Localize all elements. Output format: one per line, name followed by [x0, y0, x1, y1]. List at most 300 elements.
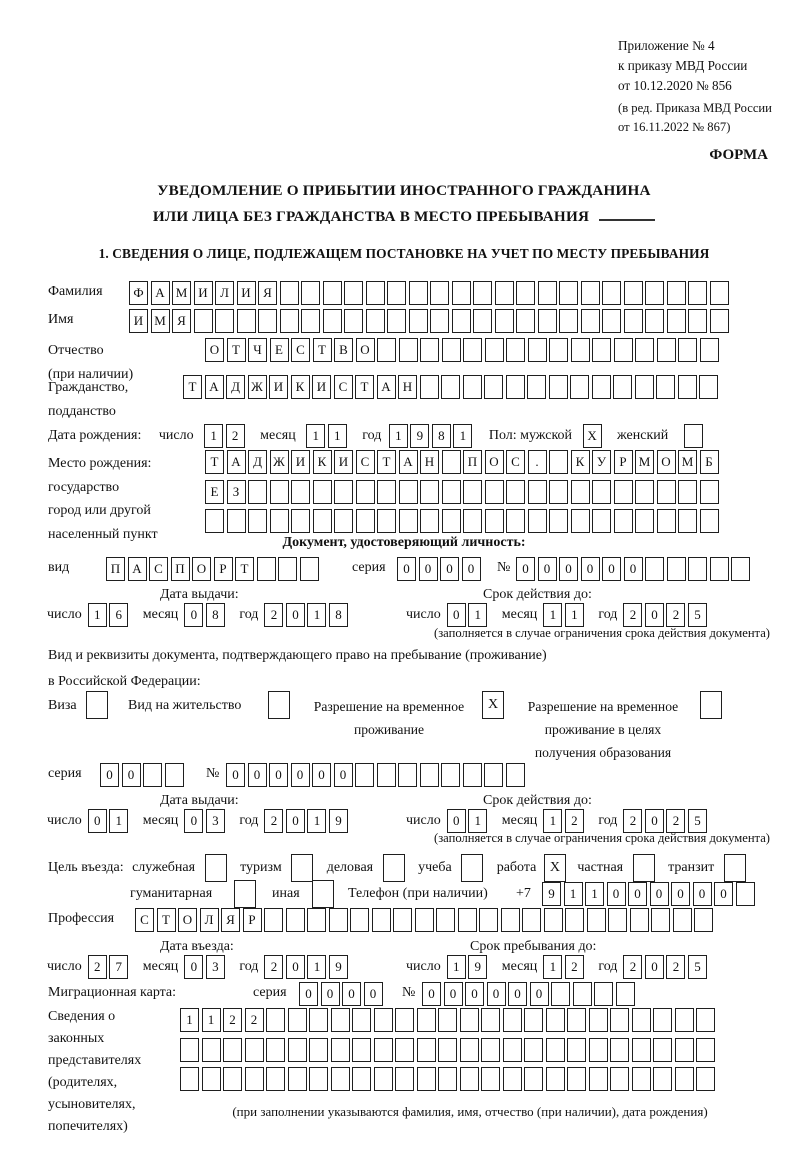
char-cell[interactable]: 1	[307, 603, 326, 627]
char-cell[interactable]: 9	[542, 882, 561, 906]
char-cell[interactable]	[630, 908, 649, 932]
char-cell[interactable]	[633, 854, 655, 882]
char-cell[interactable]	[506, 338, 525, 362]
char-cell[interactable]	[610, 1008, 629, 1032]
char-cell[interactable]	[377, 338, 396, 362]
char-cell[interactable]: П	[106, 557, 125, 581]
char-cell[interactable]	[223, 1038, 242, 1062]
char-cell[interactable]: 2	[245, 1008, 264, 1032]
char-cell[interactable]	[592, 480, 611, 504]
char-cell[interactable]	[581, 309, 600, 333]
birth-place-cells-row1[interactable]	[205, 450, 719, 474]
char-cell[interactable]: 1	[585, 882, 604, 906]
char-cell[interactable]	[589, 1008, 608, 1032]
char-cell[interactable]	[635, 509, 654, 533]
char-cell[interactable]: И	[291, 450, 310, 474]
char-cell[interactable]	[524, 1067, 543, 1091]
char-cell[interactable]	[301, 281, 320, 305]
char-cell[interactable]	[571, 480, 590, 504]
char-cell[interactable]: К	[571, 450, 590, 474]
char-cell[interactable]: 1	[564, 882, 583, 906]
char-cell[interactable]	[460, 1008, 479, 1032]
char-cell[interactable]: .	[528, 450, 547, 474]
char-cell[interactable]	[678, 480, 697, 504]
char-cell[interactable]	[635, 375, 654, 399]
char-cell[interactable]: С	[135, 908, 154, 932]
char-cell[interactable]	[635, 480, 654, 504]
valid-day-cells[interactable]	[447, 809, 488, 833]
char-cell[interactable]: П	[171, 557, 190, 581]
char-cell[interactable]	[645, 557, 664, 581]
char-cell[interactable]: 2	[666, 809, 685, 833]
char-cell[interactable]	[245, 1038, 264, 1062]
char-cell[interactable]: 0	[650, 882, 669, 906]
char-cell[interactable]	[516, 309, 535, 333]
char-cell[interactable]	[143, 763, 162, 787]
char-cell[interactable]: О	[485, 450, 504, 474]
char-cell[interactable]: М	[151, 309, 170, 333]
char-cell[interactable]: Т	[377, 450, 396, 474]
birth-day-cells[interactable]	[204, 424, 245, 448]
char-cell[interactable]	[395, 1008, 414, 1032]
char-cell[interactable]: 0	[312, 763, 331, 787]
phone-cells[interactable]	[542, 882, 755, 906]
char-cell[interactable]	[645, 281, 664, 305]
char-cell[interactable]: С	[149, 557, 168, 581]
char-cell[interactable]	[417, 1067, 436, 1091]
char-cell[interactable]	[645, 309, 664, 333]
char-cell[interactable]	[463, 509, 482, 533]
char-cell[interactable]	[331, 1038, 350, 1062]
char-cell[interactable]: 0	[462, 557, 481, 581]
char-cell[interactable]	[266, 1067, 285, 1091]
char-cell[interactable]	[516, 281, 535, 305]
char-cell[interactable]: 8	[432, 424, 451, 448]
char-cell[interactable]	[323, 281, 342, 305]
sex-male-checkbox[interactable]	[583, 424, 602, 448]
char-cell[interactable]	[688, 281, 707, 305]
char-cell[interactable]: 1	[88, 603, 107, 627]
char-cell[interactable]: К	[313, 450, 332, 474]
stay-day-cells[interactable]	[447, 955, 488, 979]
char-cell[interactable]	[559, 309, 578, 333]
char-cell[interactable]	[387, 309, 406, 333]
char-cell[interactable]	[460, 1038, 479, 1062]
char-cell[interactable]	[567, 1038, 586, 1062]
valid-year-cells[interactable]	[623, 603, 707, 627]
char-cell[interactable]: 2	[666, 603, 685, 627]
char-cell[interactable]: З	[227, 480, 246, 504]
char-cell[interactable]: 2	[223, 1008, 242, 1032]
char-cell[interactable]: С	[356, 450, 375, 474]
issue-month-cells[interactable]	[184, 809, 225, 833]
char-cell[interactable]: 0	[226, 763, 245, 787]
char-cell[interactable]: 1	[447, 955, 466, 979]
char-cell[interactable]	[710, 557, 729, 581]
char-cell[interactable]: К	[291, 375, 310, 399]
char-cell[interactable]	[313, 509, 332, 533]
patronymic-cells[interactable]	[205, 338, 719, 362]
char-cell[interactable]	[657, 338, 676, 362]
char-cell[interactable]: 2	[666, 955, 685, 979]
char-cell[interactable]	[485, 509, 504, 533]
char-cell[interactable]	[653, 1008, 672, 1032]
char-cell[interactable]	[684, 424, 703, 448]
char-cell[interactable]	[245, 1067, 264, 1091]
char-cell[interactable]	[438, 1067, 457, 1091]
char-cell[interactable]: А	[399, 450, 418, 474]
char-cell[interactable]: 0	[693, 882, 712, 906]
char-cell[interactable]	[546, 1038, 565, 1062]
char-cell[interactable]: И	[269, 375, 288, 399]
purpose-humanitarian-checkbox[interactable]	[234, 880, 256, 908]
char-cell[interactable]	[473, 281, 492, 305]
char-cell[interactable]	[495, 281, 514, 305]
char-cell[interactable]	[356, 509, 375, 533]
purpose-work-checkbox[interactable]	[544, 854, 566, 882]
char-cell[interactable]	[667, 309, 686, 333]
char-cell[interactable]: 1	[202, 1008, 221, 1032]
char-cell[interactable]: 7	[109, 955, 128, 979]
char-cell[interactable]	[374, 1008, 393, 1032]
char-cell[interactable]: И	[334, 450, 353, 474]
doc-series-cells[interactable]	[397, 557, 481, 581]
char-cell[interactable]	[524, 1038, 543, 1062]
char-cell[interactable]	[452, 281, 471, 305]
char-cell[interactable]: 1	[468, 603, 487, 627]
char-cell[interactable]	[549, 509, 568, 533]
char-cell[interactable]: А	[128, 557, 147, 581]
char-cell[interactable]: М	[172, 281, 191, 305]
char-cell[interactable]	[667, 281, 686, 305]
char-cell[interactable]	[479, 908, 498, 932]
char-cell[interactable]	[374, 1038, 393, 1062]
char-cell[interactable]	[202, 1067, 221, 1091]
char-cell[interactable]	[334, 509, 353, 533]
char-cell[interactable]	[610, 1038, 629, 1062]
char-cell[interactable]: 1	[389, 424, 408, 448]
char-cell[interactable]	[549, 450, 568, 474]
char-cell[interactable]	[675, 1038, 694, 1062]
char-cell[interactable]	[355, 763, 374, 787]
char-cell[interactable]: О	[356, 338, 375, 362]
char-cell[interactable]	[587, 908, 606, 932]
char-cell[interactable]	[602, 309, 621, 333]
char-cell[interactable]	[549, 338, 568, 362]
char-cell[interactable]: 0	[248, 763, 267, 787]
legal-reps-cells-row2[interactable]	[180, 1038, 715, 1062]
purpose-transit-checkbox[interactable]	[724, 854, 746, 882]
char-cell[interactable]	[288, 1038, 307, 1062]
char-cell[interactable]: 0	[628, 882, 647, 906]
char-cell[interactable]	[594, 982, 613, 1006]
stay-month-cells[interactable]	[543, 955, 584, 979]
char-cell[interactable]	[398, 763, 417, 787]
char-cell[interactable]	[485, 338, 504, 362]
char-cell[interactable]	[700, 691, 722, 719]
char-cell[interactable]: Р	[614, 450, 633, 474]
char-cell[interactable]: 2	[264, 603, 283, 627]
char-cell[interactable]	[377, 509, 396, 533]
char-cell[interactable]: Н	[398, 375, 417, 399]
issue-day-cells[interactable]	[88, 809, 129, 833]
char-cell[interactable]	[463, 763, 482, 787]
char-cell[interactable]: 9	[468, 955, 487, 979]
char-cell[interactable]	[678, 338, 697, 362]
char-cell[interactable]	[528, 338, 547, 362]
char-cell[interactable]	[442, 450, 461, 474]
char-cell[interactable]	[366, 281, 385, 305]
char-cell[interactable]	[430, 281, 449, 305]
citizenship-cells[interactable]	[183, 375, 718, 399]
char-cell[interactable]: 0	[538, 557, 557, 581]
char-cell[interactable]	[442, 509, 461, 533]
char-cell[interactable]: Д	[248, 450, 267, 474]
char-cell[interactable]	[473, 309, 492, 333]
char-cell[interactable]: 5	[688, 809, 707, 833]
char-cell[interactable]	[463, 338, 482, 362]
char-cell[interactable]	[506, 509, 525, 533]
char-cell[interactable]	[430, 309, 449, 333]
entry-month-cells[interactable]	[184, 955, 225, 979]
char-cell[interactable]	[506, 480, 525, 504]
char-cell[interactable]: 0	[447, 603, 466, 627]
char-cell[interactable]	[291, 854, 313, 882]
profession-cells[interactable]	[135, 908, 713, 932]
char-cell[interactable]	[288, 1067, 307, 1091]
char-cell[interactable]: И	[129, 309, 148, 333]
char-cell[interactable]: А	[151, 281, 170, 305]
char-cell[interactable]	[399, 480, 418, 504]
char-cell[interactable]	[307, 908, 326, 932]
char-cell[interactable]: У	[592, 450, 611, 474]
char-cell[interactable]	[696, 1067, 715, 1091]
char-cell[interactable]	[268, 691, 290, 719]
char-cell[interactable]: 2	[264, 955, 283, 979]
char-cell[interactable]: П	[463, 450, 482, 474]
char-cell[interactable]: 1	[468, 809, 487, 833]
char-cell[interactable]: 2	[88, 955, 107, 979]
char-cell[interactable]: 0	[487, 982, 506, 1006]
char-cell[interactable]	[567, 1067, 586, 1091]
char-cell[interactable]: X	[482, 691, 504, 719]
purpose-private-checkbox[interactable]	[633, 854, 655, 882]
char-cell[interactable]	[438, 1038, 457, 1062]
char-cell[interactable]	[481, 1008, 500, 1032]
char-cell[interactable]: 0	[581, 557, 600, 581]
char-cell[interactable]	[632, 1067, 651, 1091]
char-cell[interactable]	[624, 309, 643, 333]
char-cell[interactable]	[377, 763, 396, 787]
valid-day-cells[interactable]	[447, 603, 488, 627]
char-cell[interactable]: Т	[355, 375, 374, 399]
char-cell[interactable]	[442, 480, 461, 504]
char-cell[interactable]	[309, 1038, 328, 1062]
entry-day-cells[interactable]	[88, 955, 129, 979]
migration-series-cells[interactable]	[299, 982, 383, 1006]
char-cell[interactable]	[624, 281, 643, 305]
char-cell[interactable]	[565, 908, 584, 932]
char-cell[interactable]	[291, 509, 310, 533]
char-cell[interactable]	[266, 1038, 285, 1062]
char-cell[interactable]	[377, 480, 396, 504]
char-cell[interactable]	[678, 509, 697, 533]
char-cell[interactable]	[567, 1008, 586, 1032]
char-cell[interactable]: 0	[440, 557, 459, 581]
char-cell[interactable]: 1	[543, 603, 562, 627]
char-cell[interactable]	[613, 375, 632, 399]
char-cell[interactable]	[602, 281, 621, 305]
char-cell[interactable]	[506, 763, 525, 787]
birth-place-cells-row2[interactable]	[205, 480, 719, 504]
char-cell[interactable]	[710, 281, 729, 305]
migration-number-cells[interactable]	[422, 982, 635, 1006]
char-cell[interactable]: 2	[565, 955, 584, 979]
char-cell[interactable]: 0	[530, 982, 549, 1006]
char-cell[interactable]	[352, 1038, 371, 1062]
stay-year-cells[interactable]	[623, 955, 707, 979]
char-cell[interactable]: 0	[516, 557, 535, 581]
char-cell[interactable]: 0	[88, 809, 107, 833]
char-cell[interactable]	[546, 1067, 565, 1091]
char-cell[interactable]	[420, 338, 439, 362]
char-cell[interactable]	[657, 509, 676, 533]
char-cell[interactable]	[399, 338, 418, 362]
char-cell[interactable]: 0	[286, 603, 305, 627]
char-cell[interactable]	[420, 763, 439, 787]
char-cell[interactable]	[441, 763, 460, 787]
char-cell[interactable]	[280, 281, 299, 305]
char-cell[interactable]	[696, 1008, 715, 1032]
char-cell[interactable]: Е	[270, 338, 289, 362]
char-cell[interactable]: С	[506, 450, 525, 474]
char-cell[interactable]	[395, 1038, 414, 1062]
char-cell[interactable]	[291, 480, 310, 504]
char-cell[interactable]	[234, 880, 256, 908]
char-cell[interactable]	[329, 908, 348, 932]
char-cell[interactable]	[688, 309, 707, 333]
char-cell[interactable]: 0	[286, 809, 305, 833]
char-cell[interactable]	[528, 509, 547, 533]
char-cell[interactable]: Т	[313, 338, 332, 362]
legal-reps-cells-row3[interactable]	[180, 1067, 715, 1091]
char-cell[interactable]: Е	[205, 480, 224, 504]
char-cell[interactable]	[653, 1067, 672, 1091]
char-cell[interactable]	[484, 375, 503, 399]
char-cell[interactable]: 1	[307, 809, 326, 833]
char-cell[interactable]: 1	[109, 809, 128, 833]
char-cell[interactable]: 0	[645, 603, 664, 627]
char-cell[interactable]	[667, 557, 686, 581]
char-cell[interactable]: А	[227, 450, 246, 474]
char-cell[interactable]	[352, 1008, 371, 1032]
char-cell[interactable]	[420, 509, 439, 533]
char-cell[interactable]: О	[657, 450, 676, 474]
char-cell[interactable]: Р	[243, 908, 262, 932]
char-cell[interactable]	[710, 309, 729, 333]
char-cell[interactable]: X	[544, 854, 566, 882]
char-cell[interactable]: 8	[329, 603, 348, 627]
char-cell[interactable]	[387, 281, 406, 305]
char-cell[interactable]	[589, 1038, 608, 1062]
char-cell[interactable]: X	[583, 424, 602, 448]
char-cell[interactable]: 1	[180, 1008, 199, 1032]
char-cell[interactable]	[458, 908, 477, 932]
char-cell[interactable]	[331, 1067, 350, 1091]
char-cell[interactable]: О	[205, 338, 224, 362]
char-cell[interactable]: Б	[700, 450, 719, 474]
char-cell[interactable]: Т	[227, 338, 246, 362]
char-cell[interactable]	[538, 309, 557, 333]
char-cell[interactable]	[86, 691, 108, 719]
char-cell[interactable]: 0	[508, 982, 527, 1006]
char-cell[interactable]: 1	[453, 424, 472, 448]
char-cell[interactable]: 0	[645, 809, 664, 833]
char-cell[interactable]: С	[334, 375, 353, 399]
char-cell[interactable]	[257, 557, 276, 581]
issue-day-cells[interactable]	[88, 603, 129, 627]
char-cell[interactable]	[452, 309, 471, 333]
char-cell[interactable]	[700, 338, 719, 362]
char-cell[interactable]: 9	[329, 809, 348, 833]
char-cell[interactable]	[581, 281, 600, 305]
issue-month-cells[interactable]	[184, 603, 225, 627]
char-cell[interactable]: 5	[688, 955, 707, 979]
char-cell[interactable]	[481, 1038, 500, 1062]
char-cell[interactable]: Ф	[129, 281, 148, 305]
char-cell[interactable]	[503, 1008, 522, 1032]
char-cell[interactable]: 0	[269, 763, 288, 787]
char-cell[interactable]: Д	[226, 375, 245, 399]
char-cell[interactable]	[417, 1038, 436, 1062]
char-cell[interactable]	[592, 509, 611, 533]
char-cell[interactable]	[503, 1038, 522, 1062]
char-cell[interactable]: 0	[397, 557, 416, 581]
char-cell[interactable]: 9	[329, 955, 348, 979]
char-cell[interactable]	[608, 908, 627, 932]
char-cell[interactable]: О	[178, 908, 197, 932]
char-cell[interactable]	[589, 1067, 608, 1091]
char-cell[interactable]	[409, 309, 428, 333]
char-cell[interactable]	[570, 375, 589, 399]
purpose-business-checkbox[interactable]	[383, 854, 405, 882]
char-cell[interactable]: 0	[100, 763, 119, 787]
doc-kind-cells[interactable]	[106, 557, 319, 581]
char-cell[interactable]	[352, 1067, 371, 1091]
char-cell[interactable]: 0	[559, 557, 578, 581]
valid-month-cells[interactable]	[543, 603, 584, 627]
char-cell[interactable]: Л	[215, 281, 234, 305]
char-cell[interactable]	[264, 908, 283, 932]
char-cell[interactable]: Т	[183, 375, 202, 399]
char-cell[interactable]	[395, 1067, 414, 1091]
char-cell[interactable]	[420, 480, 439, 504]
char-cell[interactable]	[688, 557, 707, 581]
char-cell[interactable]: И	[194, 281, 213, 305]
char-cell[interactable]: 0	[465, 982, 484, 1006]
char-cell[interactable]: Ч	[248, 338, 267, 362]
char-cell[interactable]	[441, 375, 460, 399]
char-cell[interactable]: 6	[109, 603, 128, 627]
char-cell[interactable]	[675, 1067, 694, 1091]
char-cell[interactable]	[356, 480, 375, 504]
char-cell[interactable]	[571, 338, 590, 362]
char-cell[interactable]	[288, 1008, 307, 1032]
char-cell[interactable]	[699, 375, 718, 399]
char-cell[interactable]	[544, 908, 563, 932]
legal-reps-cells-row1[interactable]	[180, 1008, 715, 1032]
char-cell[interactable]	[559, 281, 578, 305]
